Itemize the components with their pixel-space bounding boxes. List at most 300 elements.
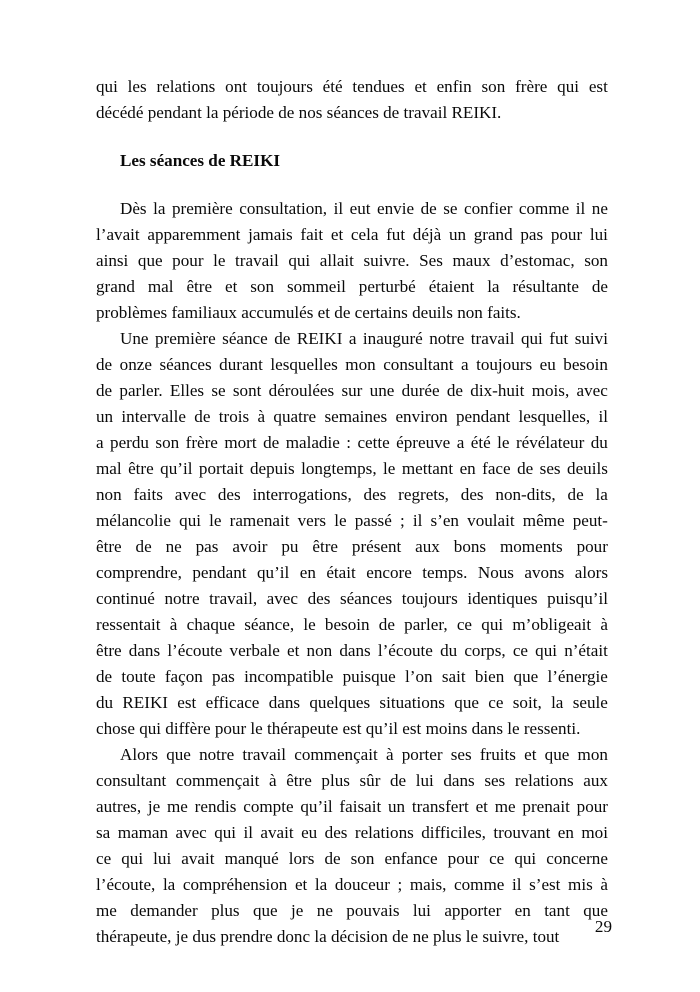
text-word: première bbox=[171, 199, 233, 218]
text-word: et bbox=[524, 745, 537, 764]
text-word: commençait bbox=[294, 745, 378, 764]
text-word: notre bbox=[164, 589, 200, 608]
text-word: avec bbox=[174, 485, 207, 504]
text-word: sommeil bbox=[286, 277, 346, 296]
text-word: lors bbox=[288, 849, 315, 868]
text-word: grand bbox=[473, 225, 513, 244]
text-word: l’écoute bbox=[377, 641, 433, 660]
text-word: été bbox=[470, 433, 491, 452]
text-line bbox=[96, 794, 608, 820]
text-word: il bbox=[598, 407, 608, 426]
text-word: manqué bbox=[224, 849, 279, 868]
text-word: de bbox=[274, 329, 291, 348]
text-word: commençait bbox=[175, 771, 260, 790]
text-word: pour bbox=[576, 537, 608, 556]
text-word: autres, bbox=[96, 797, 142, 816]
text-word: intervalle bbox=[121, 407, 186, 426]
text-word: perturbé bbox=[358, 277, 416, 296]
text-word: ressentait bbox=[96, 615, 161, 634]
text-word: un bbox=[448, 225, 467, 244]
text-word: besoin bbox=[563, 355, 608, 374]
text-word: façon bbox=[164, 667, 203, 686]
text-word: jamais bbox=[248, 225, 293, 244]
text-word: n’était bbox=[564, 641, 608, 660]
text-word: face bbox=[482, 459, 511, 478]
text-word: transfert bbox=[411, 797, 469, 816]
text-word: le bbox=[213, 251, 226, 270]
text-line bbox=[96, 378, 608, 404]
text-word: être bbox=[286, 771, 312, 790]
text-word: continué bbox=[96, 589, 155, 608]
text-word: trois bbox=[218, 407, 250, 426]
text-word: l’on bbox=[405, 667, 433, 686]
text-word: ne bbox=[316, 901, 333, 920]
text-word: sait bbox=[441, 667, 466, 686]
text-word: sûr bbox=[359, 771, 381, 790]
text-word: fait bbox=[300, 225, 324, 244]
text-word: quatre bbox=[273, 407, 317, 426]
text-word: consultant bbox=[383, 355, 454, 374]
text-word: mon bbox=[577, 745, 608, 764]
text-word: non-dits, bbox=[495, 485, 556, 504]
text-word: de bbox=[96, 355, 113, 374]
text-word: compréhension bbox=[182, 875, 288, 894]
text-word: de bbox=[263, 433, 280, 452]
text-word: REIKI bbox=[122, 693, 168, 712]
text-word: frère bbox=[515, 77, 548, 96]
text-word: toujours bbox=[256, 77, 313, 96]
text-word: la bbox=[551, 693, 564, 712]
text-word: la bbox=[487, 277, 500, 296]
text-word: environ bbox=[395, 407, 448, 426]
text-word: de bbox=[567, 485, 584, 504]
text-word: qu’il bbox=[160, 459, 193, 478]
text-word: toute bbox=[121, 667, 156, 686]
text-word: ne bbox=[591, 199, 608, 218]
text-word: qui bbox=[535, 641, 558, 660]
text-word: inauguré bbox=[362, 329, 423, 348]
text-word: qui bbox=[96, 77, 118, 96]
text-word: être bbox=[128, 459, 154, 478]
text-word: à bbox=[169, 615, 178, 634]
text-word: enfance bbox=[384, 849, 438, 868]
text-word: en bbox=[557, 823, 574, 842]
text-word: soit, bbox=[512, 693, 542, 712]
text-word: travail bbox=[235, 251, 279, 270]
text-word: est bbox=[588, 77, 608, 96]
text-word: grand bbox=[96, 277, 135, 296]
text-word: se bbox=[211, 381, 226, 400]
text-line bbox=[96, 846, 608, 872]
text-word: pendant bbox=[192, 563, 247, 582]
text-word: Elles bbox=[169, 381, 205, 400]
text-word: son bbox=[584, 251, 608, 270]
text-word: difficiles, bbox=[421, 823, 486, 842]
text-word: pas bbox=[195, 537, 219, 556]
text-word: dans bbox=[443, 771, 475, 790]
text-word: seule bbox=[572, 693, 608, 712]
text-word: frère bbox=[185, 433, 218, 452]
text-word: résultante bbox=[512, 277, 579, 296]
text-word: des bbox=[217, 485, 241, 504]
text-word: séance, bbox=[244, 615, 295, 634]
text-line bbox=[96, 326, 608, 352]
text-line bbox=[96, 560, 608, 586]
text-word: a bbox=[456, 433, 465, 452]
text-word: Alors bbox=[120, 745, 158, 764]
text-word: mis bbox=[568, 875, 593, 894]
text-word: à bbox=[600, 875, 608, 894]
text-word: pu bbox=[281, 537, 299, 556]
text-word: Nous bbox=[477, 563, 514, 582]
text-word: compte bbox=[243, 797, 294, 816]
text-word: des bbox=[324, 823, 348, 842]
text-word: regrets, bbox=[398, 485, 449, 504]
text-word: révélateur bbox=[515, 433, 585, 452]
text-word: pas bbox=[212, 667, 235, 686]
text-word: l’écoute, bbox=[96, 875, 156, 894]
text-word: corps, bbox=[464, 641, 506, 660]
text-line bbox=[96, 352, 608, 378]
text-word: consultation, bbox=[239, 199, 328, 218]
text-word: qu’il bbox=[256, 563, 290, 582]
text-word: qu’il bbox=[300, 797, 333, 816]
text-word: se bbox=[443, 199, 458, 218]
text-word: et bbox=[287, 641, 300, 660]
text-word: qui bbox=[557, 77, 580, 96]
text-word: plus bbox=[211, 901, 240, 920]
text-word: même bbox=[522, 511, 565, 530]
text-line bbox=[96, 430, 608, 456]
text-word: REIKI bbox=[296, 329, 343, 348]
text-word: ont bbox=[225, 77, 247, 96]
text-word: plus bbox=[321, 771, 350, 790]
text-line: décédé pendant la période de nos séances de travail REIKI. bbox=[96, 103, 502, 122]
text-word: toujours bbox=[401, 589, 458, 608]
text-word: moments bbox=[499, 537, 563, 556]
text-word: à bbox=[269, 771, 277, 790]
text-word: mon bbox=[345, 355, 376, 374]
text-word: étaient bbox=[428, 277, 475, 296]
text-word: que bbox=[137, 251, 163, 270]
text-word: être bbox=[96, 641, 122, 660]
text-word: durée bbox=[401, 381, 440, 400]
text-word: voulait bbox=[467, 511, 515, 530]
text-word: je bbox=[147, 797, 161, 816]
text-word: non bbox=[306, 641, 333, 660]
text-word: qui bbox=[520, 329, 543, 348]
text-word: relations bbox=[514, 771, 574, 790]
text-word: Une bbox=[120, 329, 149, 348]
text-word: épreuve bbox=[396, 433, 451, 452]
text-word: identiques bbox=[467, 589, 538, 608]
text-word: ; bbox=[397, 875, 403, 894]
text-line bbox=[96, 274, 608, 300]
text-word: peut- bbox=[572, 511, 608, 530]
text-word: demander bbox=[130, 901, 198, 920]
text-word: cette bbox=[357, 433, 390, 452]
text-word: que bbox=[252, 901, 278, 920]
text-word: maux bbox=[452, 251, 491, 270]
text-word: ainsi bbox=[96, 251, 129, 270]
text-word: durant bbox=[219, 355, 263, 374]
text-word: il bbox=[575, 199, 586, 218]
text-word: le bbox=[383, 459, 396, 478]
text-word: pour bbox=[447, 849, 480, 868]
text-word: de bbox=[96, 667, 113, 686]
text-word: moi bbox=[581, 823, 608, 842]
text-word: chaque bbox=[186, 615, 236, 634]
text-word: son bbox=[155, 433, 180, 452]
text-word: pour bbox=[576, 797, 608, 816]
text-word: être bbox=[96, 537, 122, 556]
text-word: son bbox=[481, 77, 506, 96]
text-line bbox=[96, 664, 608, 690]
text-word: Dès bbox=[120, 199, 147, 218]
text-word: tant bbox=[544, 901, 570, 920]
text-line bbox=[96, 482, 608, 508]
text-word: avec bbox=[266, 589, 298, 608]
text-word: a bbox=[96, 433, 104, 452]
text-line bbox=[96, 404, 608, 430]
text-word: du bbox=[590, 433, 608, 452]
text-word: présent bbox=[351, 537, 402, 556]
text-word: travail bbox=[242, 745, 287, 764]
text-word: il bbox=[511, 875, 522, 894]
text-word: de bbox=[517, 459, 534, 478]
text-word: douceur bbox=[334, 875, 390, 894]
text-word: Ses bbox=[419, 251, 443, 270]
text-word: je bbox=[291, 901, 304, 920]
text-word: porter bbox=[401, 745, 443, 764]
text-word: il bbox=[243, 823, 253, 842]
text-word: non bbox=[96, 485, 122, 504]
text-word: d’estomac, bbox=[500, 251, 575, 270]
text-line bbox=[96, 534, 608, 560]
text-word: enfin bbox=[436, 77, 472, 96]
text-line bbox=[96, 508, 608, 534]
text-word: semaines bbox=[324, 407, 388, 426]
text-word: me bbox=[494, 797, 516, 816]
text-word: être bbox=[186, 277, 213, 296]
text-word: suivre. bbox=[363, 251, 410, 270]
text-word: est bbox=[177, 693, 197, 712]
text-word: le bbox=[209, 511, 222, 530]
text-word: son bbox=[350, 849, 375, 868]
text-word: séance bbox=[222, 329, 268, 348]
text-word: à bbox=[385, 745, 394, 764]
text-word: mal bbox=[96, 459, 122, 478]
text-word: fut bbox=[549, 329, 569, 348]
text-word: déroulées bbox=[268, 381, 335, 400]
text-word: travail, bbox=[209, 589, 258, 608]
text-word: à bbox=[257, 407, 266, 426]
text-word: était bbox=[326, 563, 356, 582]
text-word: et bbox=[414, 77, 427, 96]
text-word: les bbox=[127, 77, 147, 96]
text-word: mettant bbox=[401, 459, 454, 478]
text-word: dans bbox=[268, 693, 301, 712]
text-word: du bbox=[440, 641, 458, 660]
text-word: m’obligeait bbox=[512, 615, 592, 634]
text-word: avait bbox=[181, 849, 215, 868]
text-word: avec bbox=[576, 381, 608, 400]
text-word: la bbox=[314, 875, 328, 894]
text-word: bons bbox=[453, 537, 487, 556]
text-word: mais, bbox=[409, 875, 447, 894]
text-word: me bbox=[167, 797, 188, 816]
text-line bbox=[96, 586, 608, 612]
text-word: et bbox=[294, 875, 308, 894]
text-word: bien bbox=[474, 667, 505, 686]
text-word: mélancolie bbox=[96, 511, 171, 530]
text-word: séances bbox=[159, 355, 212, 374]
text-word: mal bbox=[147, 277, 174, 296]
text-word: à bbox=[600, 615, 608, 634]
text-word: en bbox=[299, 563, 316, 582]
text-word: relations bbox=[354, 823, 414, 842]
text-word: l’énergie bbox=[547, 667, 608, 686]
text-word: qui bbox=[179, 511, 201, 530]
text-word: notre bbox=[429, 329, 465, 348]
text-word: que bbox=[544, 745, 570, 764]
text-word: eu bbox=[301, 823, 318, 842]
text-word: qui bbox=[214, 823, 237, 842]
text-word: ; bbox=[399, 511, 405, 530]
text-word: de bbox=[96, 381, 113, 400]
text-word: aux bbox=[583, 771, 608, 790]
text-word: avec bbox=[175, 823, 207, 842]
text-word: il bbox=[412, 511, 423, 530]
text-word: faisait bbox=[339, 797, 382, 816]
text-word: le bbox=[497, 433, 510, 452]
text-word: qui bbox=[514, 849, 537, 868]
text-word: qui bbox=[288, 251, 311, 270]
text-word: de bbox=[194, 407, 211, 426]
text-word: perdu bbox=[110, 433, 149, 452]
text-word: séances bbox=[339, 589, 393, 608]
text-word: qui bbox=[121, 849, 144, 868]
text-word: que bbox=[166, 745, 191, 764]
text-word: des bbox=[307, 589, 331, 608]
text-line bbox=[96, 690, 608, 716]
text-word: allait bbox=[319, 251, 354, 270]
text-word: a bbox=[460, 355, 469, 374]
text-line bbox=[96, 872, 608, 898]
text-word: pour bbox=[550, 225, 583, 244]
text-word: déjà bbox=[412, 225, 442, 244]
text-word: efficace bbox=[205, 693, 260, 712]
text-word: lui bbox=[415, 771, 434, 790]
text-word: sur bbox=[341, 381, 363, 400]
text-word: du bbox=[96, 693, 114, 712]
text-line bbox=[96, 196, 608, 222]
text-word: portait bbox=[198, 459, 244, 478]
text-word: de bbox=[591, 277, 608, 296]
text-word: pas bbox=[520, 225, 544, 244]
text-word: besoin bbox=[324, 615, 370, 634]
text-line bbox=[96, 742, 608, 768]
text-word: ce bbox=[488, 693, 504, 712]
text-word: comprendre, bbox=[96, 563, 182, 582]
text-word: envie bbox=[377, 199, 415, 218]
text-word: mois, bbox=[531, 381, 570, 400]
text-word: prenait bbox=[522, 797, 570, 816]
text-word: le bbox=[334, 511, 347, 530]
text-word: le bbox=[303, 615, 316, 634]
text-word: puisque bbox=[342, 667, 396, 686]
text-word: lesquelles bbox=[270, 355, 338, 374]
text-word: pendant bbox=[456, 407, 511, 426]
text-word: concerne bbox=[546, 849, 608, 868]
text-word: parler, bbox=[404, 615, 448, 634]
text-word: cela bbox=[350, 225, 379, 244]
text-word: pouvais bbox=[346, 901, 400, 920]
text-word: quelques bbox=[309, 693, 371, 712]
text-word: ne bbox=[165, 537, 182, 556]
text-word: eu bbox=[539, 355, 556, 374]
text-line bbox=[96, 638, 608, 664]
text-word: ce bbox=[456, 615, 473, 634]
text-word: faits bbox=[133, 485, 163, 504]
text-word: parler. bbox=[119, 381, 163, 400]
text-word: alors bbox=[574, 563, 608, 582]
text-line: chose qui diffère pour le thérapeute est qu’il est moins dans le ressenti. bbox=[96, 719, 581, 738]
text-word: la bbox=[153, 199, 166, 218]
text-word: des bbox=[363, 485, 387, 504]
text-word: verbale bbox=[229, 641, 280, 660]
text-word: passé bbox=[354, 511, 392, 530]
text-word: s’est bbox=[529, 875, 561, 894]
text-word: et bbox=[475, 797, 488, 816]
text-word: ses bbox=[450, 745, 472, 764]
text-word: vers bbox=[297, 511, 327, 530]
text-word: avait bbox=[260, 823, 294, 842]
text-word: de bbox=[420, 199, 437, 218]
text-word: sont bbox=[232, 381, 262, 400]
text-word: travail bbox=[470, 329, 515, 348]
text-word: lui bbox=[153, 849, 172, 868]
text-word: pour bbox=[172, 251, 204, 270]
text-line bbox=[96, 248, 608, 274]
text-line bbox=[96, 74, 608, 100]
text-line bbox=[96, 768, 608, 794]
text-word: être bbox=[312, 537, 338, 556]
text-word: mort bbox=[224, 433, 257, 452]
text-word: maman bbox=[117, 823, 169, 842]
text-word: s’en bbox=[430, 511, 459, 530]
section-heading: Les séances de REIKI bbox=[120, 151, 281, 170]
text-word: deuils bbox=[567, 459, 608, 478]
text-word: la bbox=[595, 485, 608, 504]
text-word: ce bbox=[489, 849, 505, 868]
text-word: la bbox=[162, 875, 176, 894]
text-word: incompatible bbox=[244, 667, 334, 686]
text-word: sa bbox=[96, 823, 111, 842]
text-word: que bbox=[454, 693, 479, 712]
text-word: de bbox=[324, 849, 341, 868]
text-word: relations bbox=[156, 77, 216, 96]
text-word: un bbox=[96, 407, 114, 426]
text-line bbox=[96, 456, 608, 482]
text-word: fruits bbox=[479, 745, 516, 764]
text-word: il bbox=[333, 199, 344, 218]
text-word: ses bbox=[484, 771, 506, 790]
text-word: première bbox=[154, 329, 216, 348]
text-word: confier bbox=[463, 199, 513, 218]
text-word: lui bbox=[412, 901, 431, 920]
text-word: de bbox=[446, 381, 463, 400]
